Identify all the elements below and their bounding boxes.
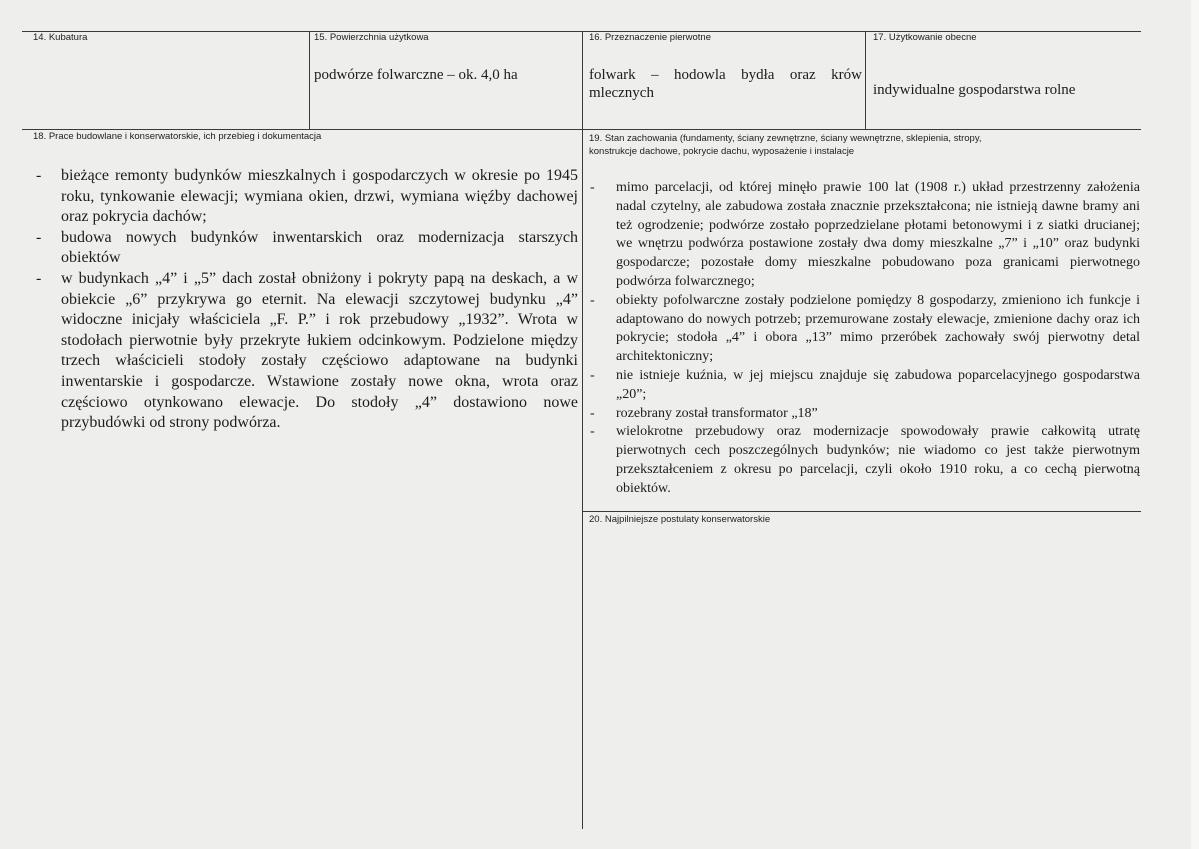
- section-18-list: [33, 166, 578, 434]
- section-19-list: [584, 179, 1140, 499]
- list-item: - rozebrany został transformator „18”: [584, 405, 1140, 424]
- field-15-value: podwórze folwarczne – ok. 4,0 ha: [314, 67, 518, 83]
- list-item: - mimo parcelacji, od której minęło prawie 100 lat (1908 r.) układ przestrzenny założenia nadal czytelny, ale zabudowa została znacznie przekształcona; nie istnieją dawne bramy ani też ogrodzenie; podwórze zostało poprzedzielane płotami betonowymi i z siatki drucianej; we wnętrzu podwórza postawione zostały dwa domy mieszkalne „7” i „10” oraz budynki gospodarcze; pozostałe domy mieszkalne pobudowano poza granicami pierwotnego podwórza folwarcznego;: [584, 179, 1140, 292]
- page-edge: [1191, 0, 1199, 849]
- divider-main: [582, 31, 583, 829]
- list-item: - wielokrotne przebudowy oraz modernizacje spowodowały prawie całkowitą utratę pierwotnych cech poszczególnych budynków; nie wiadomo co jest także pierwotnym przekształceniem z okresu po parcelacji, czyli około 1910 roku, a co cechą pierwotną obiektów.: [584, 423, 1140, 498]
- section19-bottom-border: [582, 511, 1141, 512]
- divider-16-17: [865, 31, 866, 129]
- field-15-label: 15. Powierzchnia użytkowa: [314, 32, 429, 43]
- divider-14-15: [309, 31, 310, 129]
- field-14-label: 14. Kubatura: [33, 32, 88, 43]
- list-item: - budowa nowych budynków inwentarskich oraz modernizacja starszych obiektów: [33, 228, 578, 269]
- field-17-label: 17. Użytkowanie obecne: [873, 32, 977, 43]
- list-item: - bieżące remonty budynków mieszkalnych i gospodarczych w okresie po 1945 roku, tynkowanie elewacji; wymiana okien, drzwi, wymiana więźby dachowej oraz pokrycia dachów;: [33, 166, 578, 228]
- field-16-value: folwark – hodowla bydła oraz krów mlecznych: [589, 67, 862, 101]
- list-item: - obiekty pofolwarczne zostały podzielone pomiędzy 8 gospodarzy, zmieniono ich funkcje i adaptowano do nowych potrzeb; przemurowane zostały elewacje, zmienione dachy oraz ich pokrycie; stodoła „4” i obora „13” mimo przeróbek zachowały swój pierwotny detal architektoniczny;: [584, 292, 1140, 367]
- section-18-label: 18. Prace budowlane i konserwatorskie, ich przebieg i dokumentacja: [33, 131, 322, 142]
- field-16-label: 16. Przeznaczenie pierwotne: [589, 32, 711, 43]
- field-17-value: indywidualne gospodarstwa rolne: [873, 82, 1076, 98]
- section-19-label-line2: konstrukcje dachowe, pokrycie dachu, wyposażenie i instalacje: [589, 146, 855, 157]
- section-20-label: 20. Najpilniejsze postulaty konserwatorskie: [589, 514, 771, 525]
- section-19-label-line1: 19. Stan zachowania (fundamenty, ściany zewnętrzne, ściany wewnętrzne, sklepienia, stropy,: [589, 133, 982, 144]
- list-item: - nie istnieje kuźnia, w jej miejscu znajduje się zabudowa poparcelacyjnego gospodarstwa „20”;: [584, 367, 1140, 405]
- list-item: - w budynkach „4” i „5” dach został obniżony i pokryty papą na deskach, a w obiekcie „6” przykrywa go eternit. Na elewacji szczytowej budynku „4” widoczne inicjały właściciela „F. P.” i rok przebudowy „1932”. Wrota w stodołach pierwotnie były przekryte łukiem odcinkowym. Podzielone między trzech właścicieli stodoły zostały częściowo adaptowane na budynki inwentarskie i gospodarcze. Wstawione zostały nowe okna, wrota oraz częściowo otynkowano elewacje. Do stodoły „4” dostawiono nowe przybudówki od strony podwórza.: [33, 269, 578, 434]
